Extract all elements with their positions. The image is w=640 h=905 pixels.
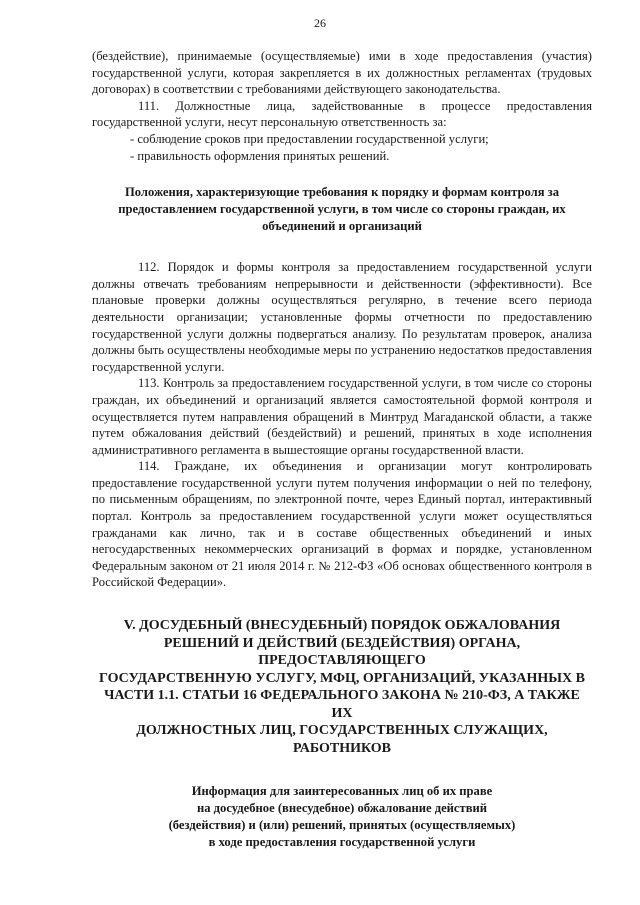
chapter-heading-line: ГОСУДАРСТВЕННУЮ УСЛУГУ, МФЦ, ОРГАНИЗАЦИЙ, УКАЗАННЫХ В	[99, 670, 585, 686]
info-heading-line: (бездействия) и (или) решений, принятых (осуществляемых)	[168, 818, 516, 833]
info-heading-line: в ходе предоставления государственной услуги	[208, 835, 476, 850]
info-heading-line: Информация для заинтересованных лиц об их праве	[191, 784, 493, 799]
chapter-heading-appeal	[92, 617, 592, 757]
chapter-heading-line: РЕШЕНИЙ И ДЕЙСТВИЙ (БЕЗДЕЙСТВИЯ) ОРГАНА, ПРЕДОСТАВЛЯЮЩЕГО	[163, 635, 521, 669]
document-body	[92, 48, 592, 851]
chapter-heading-line: V. ДОСУДЕБНЫЙ (ВНЕСУДЕБНЫЙ) ПОРЯДОК ОБЖАЛОВАНИЯ	[123, 618, 561, 634]
paragraph-continuation: (бездействие), принимаемые (осуществляемые) ими в ходе предоставления (участия) государственной услуги, которая закрепляется в их должностных регламентах (трудовых договорах) в соответствии с требованиями действующего законодательства.	[92, 49, 592, 97]
paragraph-112: 112. Порядок и формы контроля за предоставлением государственной услуги должны отвечать требованиям непрерывности и действенности (эффективности). Все плановые проверки должны осуществляться регулярно, в течение всего периода деятельности организации; установленные формы отчетности по предоставлению государственной услуги должны подвергаться анализу. По результатам проверок, анализа должны быть осуществлены необходимые меры по устранению недостатков предоставления государственной услуги.	[92, 260, 592, 374]
chapter-heading-line: ДОЛЖНОСТНЫХ ЛИЦ, ГОСУДАРСТВЕННЫХ СЛУЖАЩИХ, РАБОТНИКОВ	[136, 723, 548, 756]
paragraph-113: 113. Контроль за предоставлением государственной услуги, в том числе со стороны граждан, их объединений и организаций является самостоятельной формой контроля и осуществляется путем направления обращений в Минтруд Магаданской области, а также путем обжалования действий (бездействий) и решений, принятых в ходе исполнения административного регламента в вышестоящие органы государственной власти.	[92, 376, 592, 457]
info-heading	[92, 783, 592, 851]
page-number: 26	[314, 16, 326, 30]
section-heading-control: Положения, характеризующие требования к порядку и формам контроля за предоставлением государственной услуги, в том числе со стороны граждан, их объединений и организаций	[118, 185, 566, 234]
list-item-deadlines: - соблюдение сроков при предоставлении государственной услуги;	[130, 131, 489, 146]
list-item-decisions: - правильность оформления принятых решений.	[130, 148, 390, 163]
info-heading-line: на досудебное (внесудебное) обжалование действий	[196, 801, 488, 816]
chapter-heading-line: ЧАСТИ 1.1. СТАТЬИ 16 ФЕДЕРАЛЬНОГО ЗАКОНА № 210-ФЗ, А ТАКЖЕ ИХ	[104, 688, 580, 721]
paragraph-114: 114. Граждане, их объединения и организации могут контролировать предоставление государственной услуги путем получения информации о ней по телефону, по письменным обращениям, по электронной почте, через Единый портал, интерактивный портал. Контроль за предоставлением государственной услуги может осуществляться гражданами как лично, так и в составе общественных объединений и иных негосударственных некоммерческих организаций в формах и порядке, установленном Федеральным законом от 21 июля 2014 г. № 212-ФЗ «Об основах общественного контроля в Российской Федерации».	[92, 459, 592, 590]
paragraph-111: 111. Должностные лица, задействованные в процессе предоставления государственной услуги, несут персональную ответственность за:	[92, 98, 592, 130]
